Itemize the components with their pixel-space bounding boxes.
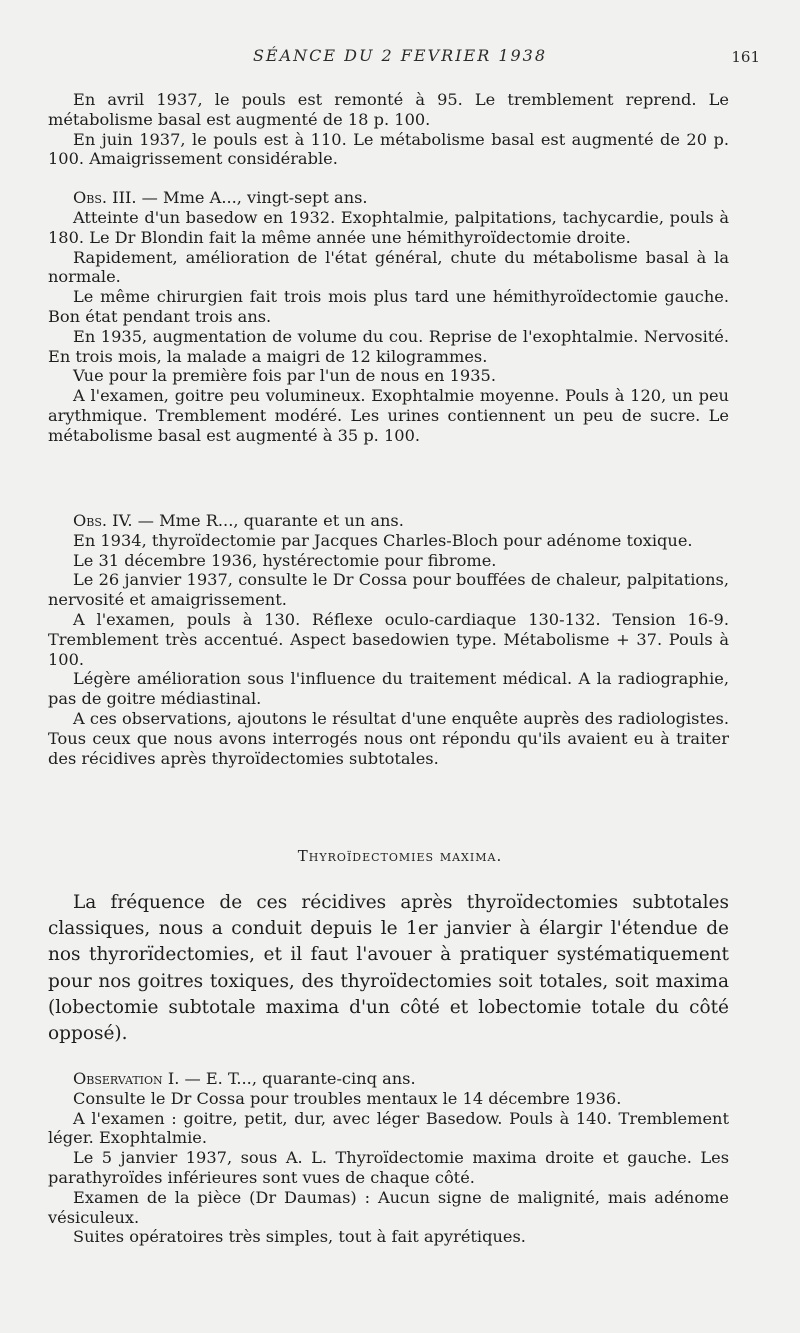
lead-text	[48, 890, 729, 1047]
observation-label: Obs. IV.	[73, 511, 133, 530]
observation-subject: — Mme R..., quarante et un ans.	[132, 511, 404, 530]
paragraph: En juin 1937, le pouls est à 110. Le métabolisme basal est augmenté de 20 p. 100. Amaigrissement considérable.	[48, 129, 729, 169]
paragraph: A ces observations, ajoutons le résultat d'une enquête auprès des radiologistes. Tous ceux que nous avons interrogés nous ont répondu qu'ils avaient eu à traiter des récidives après thyroïdectomies subtotales.	[48, 708, 729, 768]
observation-heading	[48, 188, 729, 208]
paragraph: A l'examen : goitre, petit, dur, avec léger Basedow. Pouls à 140. Tremblement léger. Exophtalmie.	[48, 1108, 729, 1148]
observation-label: Observation I.	[73, 1069, 180, 1088]
lead-paragraph: La fréquence de ces récidives après thyroïdectomies subtotales classiques, nous a conduit depuis le 1er janvier à élargir l'étendue de nos thyrorïdectomies, et il faut l'avouer à pratiquer systématiquement pour nos goitres toxiques, des thyroïdectomies soit totales, soit maxima (lobectomie subtotale maxima d'un côté et lobectomie totale du côté opposé).	[48, 892, 729, 1045]
paragraph: Le 5 janvier 1937, sous A. L. Thyroïdectomie maxima droite et gauche. Les parathyroïdes inférieures sont vues de chaque côté.	[48, 1148, 729, 1187]
paragraph: Atteinte d'un basedow en 1932. Exophtalmie, palpitations, tachycardie, pouls à 180. Le Dr Blondin fait la même année une hémithyroïdectomie droite.	[48, 207, 729, 247]
paragraph: Le 26 janvier 1937, consulte le Dr Cossa pour bouffées de chaleur, palpitations, nervosité et amaigrissement.	[48, 570, 729, 610]
observation-label: Obs. III.	[73, 188, 137, 208]
paragraph: Le 31 décembre 1936, hystérectomie pour fibrome.	[73, 550, 497, 570]
paragraph: Suites opératoires très simples, tout à fait apyrétiques.	[73, 1227, 526, 1247]
section-heading: Thyroïdectomies maxima.	[297, 847, 503, 865]
paragraph: En avril 1937, le pouls est remonté à 95. Le tremblement reprend. Le métabolisme basal est augmenté de 18 p. 100.	[48, 90, 729, 129]
paragraph: A l'examen, pouls à 130. Réflexe oculo-cardiaque 130-132. Tension 16-9. Tremblement très accentué. Aspect basedowien type. Métabolisme + 37. Pouls à 100.	[48, 609, 729, 669]
paragraph: Légère amélioration sous l'influence du traitement médical. A la radiographie, pas de goitre médiastinal.	[48, 669, 729, 709]
page-number: 161	[731, 48, 760, 66]
observation-subject: — E. T..., quarante-cinq ans.	[179, 1069, 416, 1088]
paragraph: Le même chirurgien fait trois mois plus tard une hémithyroïdectomie gauche. Bon état pendant trois ans.	[48, 287, 729, 326]
paragraph: En 1935, augmentation de volume du cou. Reprise de l'exophtalmie. Nervosité. En trois mois, la malade a maigri de 12 kilogrammes.	[48, 326, 729, 366]
paragraph: Rapidement, amélioration de l'état général, chute du métabolisme basal à la normale.	[48, 247, 729, 287]
paragraph: Vue pour la première fois par l'un de nous en 1935.	[73, 366, 496, 386]
running-title: SÉANCE DU 2 FEVRIER 1938	[252, 46, 548, 65]
paragraph: Examen de la pièce (Dr Daumas) : Aucun signe de malignité, mais adénome vésiculeux.	[48, 1187, 729, 1227]
observation-heading	[48, 511, 729, 531]
paragraph: Consulte le Dr Cossa pour troubles mentaux le 14 décembre 1936.	[73, 1088, 622, 1108]
paragraph: A l'examen, goitre peu volumineux. Exophtalmie moyenne. Pouls à 120, un peu arythmique. Tremblement modéré. Les urines contiennent un peu de sucre. Le métabolisme basal est augmenté à 35 p. 100.	[48, 386, 729, 445]
paragraph: En 1934, thyroïdectomie par Jacques Charles-Bloch pour adénome toxique.	[73, 530, 693, 550]
text-block-continuation	[48, 90, 729, 446]
text-block-obs4	[48, 511, 729, 768]
observation-subject: — Mme A..., vingt-sept ans.	[136, 188, 368, 208]
observation-heading	[48, 1069, 729, 1089]
text-block-observation1	[48, 1069, 729, 1247]
